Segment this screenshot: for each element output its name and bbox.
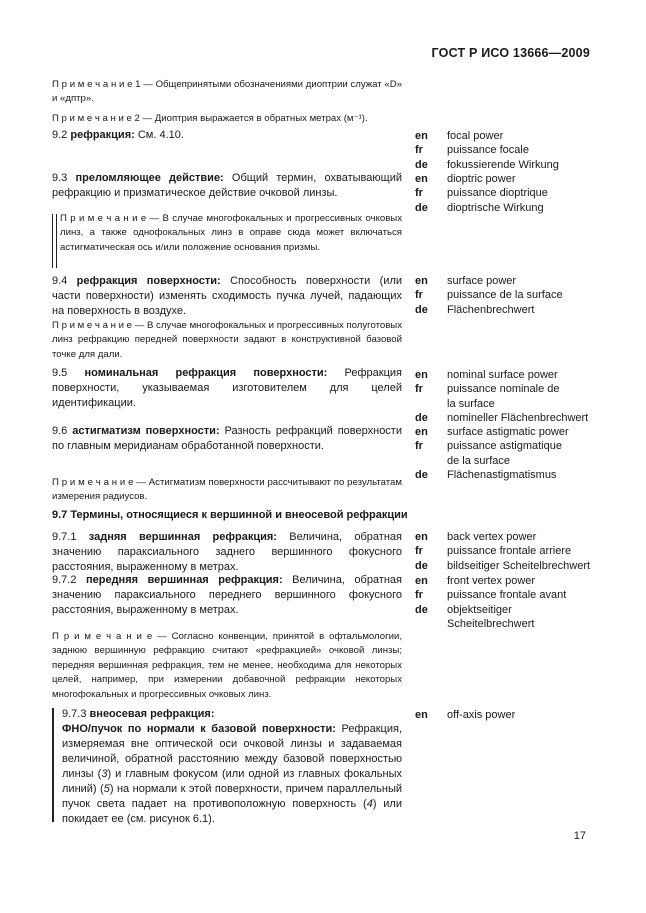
term-en: surface power (447, 275, 517, 287)
standard-header: ГОСТ Р ИСО 13666—2009 (431, 46, 590, 60)
note-9-7-2: П р и м е ч а н и е — Согласно конвенции, принятой в офтальмологии, заднюю вершинную рефракцию считают «рефракцией» очковой линзы; передняя вершинная рефракция, тем не менее, необходима для некоторых целей, например, при измерении добавочной рефракции некоторых многофокальных и прогрессивных очковых линз. (52, 631, 402, 700)
page-number: 17 (573, 830, 586, 842)
note-9-3: П р и м е ч а н и е — В случае многофокальных и прогрессивных очковых линз, а также однофокальных линз в оправе сюда может включаться астигматическая ось и/или положение основания призмы. (60, 213, 402, 253)
term-fr: puissance focale (447, 144, 529, 157)
term-de: Flächenbrechwert (447, 303, 535, 316)
document-page: ГОСТ Р ИСО 13666—2009 П р и м е ч а н и е 1 — Общепринятыми обозначениями диоптрии служат «D» и «дптр». П р и м е ч а н и е 2 — Диоптрия выражается в обратных метрах (м⁻¹). 9.2 рефракция: См. 4.10. en focal power fr puissance focale de fokussierende Wirkung 9.3 преломляющее действие: Общий термин, охватывающий рефракцию и призматическое действие очковой линзы. en dioptric power fr puissance dioptrique de dioptrische Wirkung П р и м е ч а н и е — В случае многофокальных и прогрессивных очковых линз, а также однофокальных линз в оправе сюда может включаться астигматическая ось и/или положение основания призмы. 9.4 рефракция поверхности: Способность поверхности (или части поверхности) изменять сходимость пучка лучей, падающих на поверхность в воздухе. en surface power fr puissance de la surface de Flächenbrechwert П р и м е ч а н и е — В случае многофокальных и прогрессивных полуготовых линз рефракцию передней поверхности задают в конструктивной базовой точке для дали. 9.5 номинальная рефракция поверхности: Рефракция поверхности, указываемая изготовителем для целей идентификации. en nominal surface power fr puissance nominale de la surface de nomineller Flächenbrechwert 9.6 астигматизм поверхности: Разность рефракций поверхности по главным меридианам обработанной поверхности. en surface astigmatic power fr puissance astigmatique de la surface de Flächenastigmatismus П р и м е ч а н и е — Астигматизм поверхности рассчитывают по результатам измерения радиусов. 9.7 Термины, относящиеся к вершинной и внеосевой рефракции 9.7.1 задняя вершинная рефракция: Величина, обратная значению параксиального заднего вершинного фокусного расстояния, выраженному в метрах. en back vertex power fr puissance frontale arriere de bildseitiger Scheitelbrechwert 9.7.2 передняя вершинная рефракция: Величина, обратная значению параксиального переднего вершинного фокусного расстояния, выраженному в метрах. en front vertex power fr puissance frontale avant de objektseitiger Scheitelbrechwert П р и м е ч а н и е — Согласно конвенции, принятой в офтальмологии, заднюю вершинную рефракцию считают «рефракцией» очковой линзы; передняя вершинная рефракция, тем не менее, необходима для некоторых целей, например, при измерении добавочной рефракции некоторых многофокальных и прогрессивных очковых линз. 9.7.3 внеосевая рефракция: ФНО/пучок по нормали к базовой поверхности: Рефракция, измеряемая вне оптической оси очковой линзы и задаваемая величиной, обратной расстоянию между базовой поверхностью линзы (3) и главным фокусом (или одной из главных фокальных линий) (5) на нормали к этой поверхности, причем параллельный пучок света падает на противоположную поверхность (4) или покидает ее (см. рисунок 6.1). en off-axis power 17 (0, 0, 646, 913)
term-de: bildseitiger Scheitelbrechwert (447, 559, 591, 572)
note-1: П р и м е ч а н и е 1 — Общепринятыми обозначениями диоптрии служат «D» и «дптр». (52, 79, 402, 105)
term-en: surface astigmatic power (447, 426, 569, 438)
entry-9-4: 9.4 рефракция поверхности: Способность поверхности (или части поверхности) изменять сходимость пучка лучей, падающих на поверхность в воздухе. (52, 275, 403, 317)
term-fr: puissance astigmatique de la surface (447, 440, 562, 467)
term-en: front vertex power (447, 575, 536, 587)
term-de: dioptrische Wirkung (447, 201, 544, 214)
term-fr: puissance dioptrique (447, 187, 548, 200)
term-de: nomineller Flächenbrechwert (447, 412, 589, 425)
note-2: П р и м е ч а н и е 2 — Диоптрия выражается в обратных метрах (м⁻¹). (52, 113, 368, 124)
terms-9-7-2: en front vertex power fr puissance frontale avant de objektseitiger Scheitelbrechwert (415, 575, 567, 631)
term-fr: puissance de la surface (447, 289, 563, 302)
section-heading-9-7: 9.7 Термины, относящиеся к вершинной и внеосевой рефракции (52, 509, 408, 521)
note-9-4: П р и м е ч а н и е — В случае многофокальных и прогрессивных полуготовых линз рефракцию передней поверхности задают в конструктивной базовой точке для дали. (52, 320, 402, 360)
change-bar (52, 708, 55, 822)
entry-9-2: 9.2 рефракция: См. 4.10. (52, 129, 184, 141)
term-de: fokussierende Wirkung (447, 158, 559, 171)
terms-9-5: en nominal surface power fr puissance nominale de la surface de nomineller Flächenbrechwert (415, 369, 589, 425)
term-en: nominal surface power (447, 369, 558, 381)
note-9-6: П р и м е ч а н и е — Астигматизм поверхности рассчитывают по результатам измерения радиусов. (52, 477, 402, 503)
entry-9-3: 9.3 преломляющее действие: Общий термин, охватывающий рефракцию и призматическое действие очковой линзы. (52, 172, 402, 199)
term-en: dioptric power (447, 173, 516, 185)
term-en: back vertex power (447, 531, 537, 543)
entry-9-7-1: 9.7.1 задняя вершинная рефракция: Величина, обратная значению параксиального заднего вершинного фокусного расстояния, выраженному в метрах. (52, 531, 402, 573)
entry-9-7-2: 9.7.2 передняя вершинная рефракция: Величина, обратная значению параксиального переднего вершинного фокусного расстояния, выраженному в метрах. (52, 574, 402, 616)
term-de: Flächenastigmatismus (447, 469, 557, 482)
term-en: off-axis power (447, 709, 516, 721)
term-en: focal power (447, 130, 504, 142)
entry-9-7-3: 9.7.3 внеосевая рефракция: ФНО/пучок по нормали к базовой поверхности: Рефракция, измеряемая вне оптической оси очковой линзы и задаваемая величиной, обратной расстоянию между базовой поверхностью линзы (3) и главным фокусом (или одной из главных фокальных линий) (5) на нормали к этой поверхности, причем параллельный пучок света падает на противоположную поверхность (4) или покидает ее (см. рисунок 6.1). (62, 708, 403, 825)
term-de: objektseitiger Scheitelbrechwert (447, 603, 535, 631)
change-bar (52, 214, 57, 268)
terms-9-6: en surface astigmatic power fr puissance astigmatique de la surface de Flächenastigmatismus (415, 426, 569, 482)
term-fr: puissance nominale de la surface (447, 383, 560, 410)
entry-9-5: 9.5 номинальная рефракция поверхности: Рефракция поверхности, указываемая изготовителем для целей идентификации. (52, 367, 402, 409)
entry-9-6: 9.6 астигматизм поверхности: Разность рефракций поверхности по главным меридианам обработанной поверхности. (52, 425, 402, 452)
term-fr: puissance frontale avant (447, 589, 567, 602)
term-fr: puissance frontale arriere (447, 545, 572, 558)
